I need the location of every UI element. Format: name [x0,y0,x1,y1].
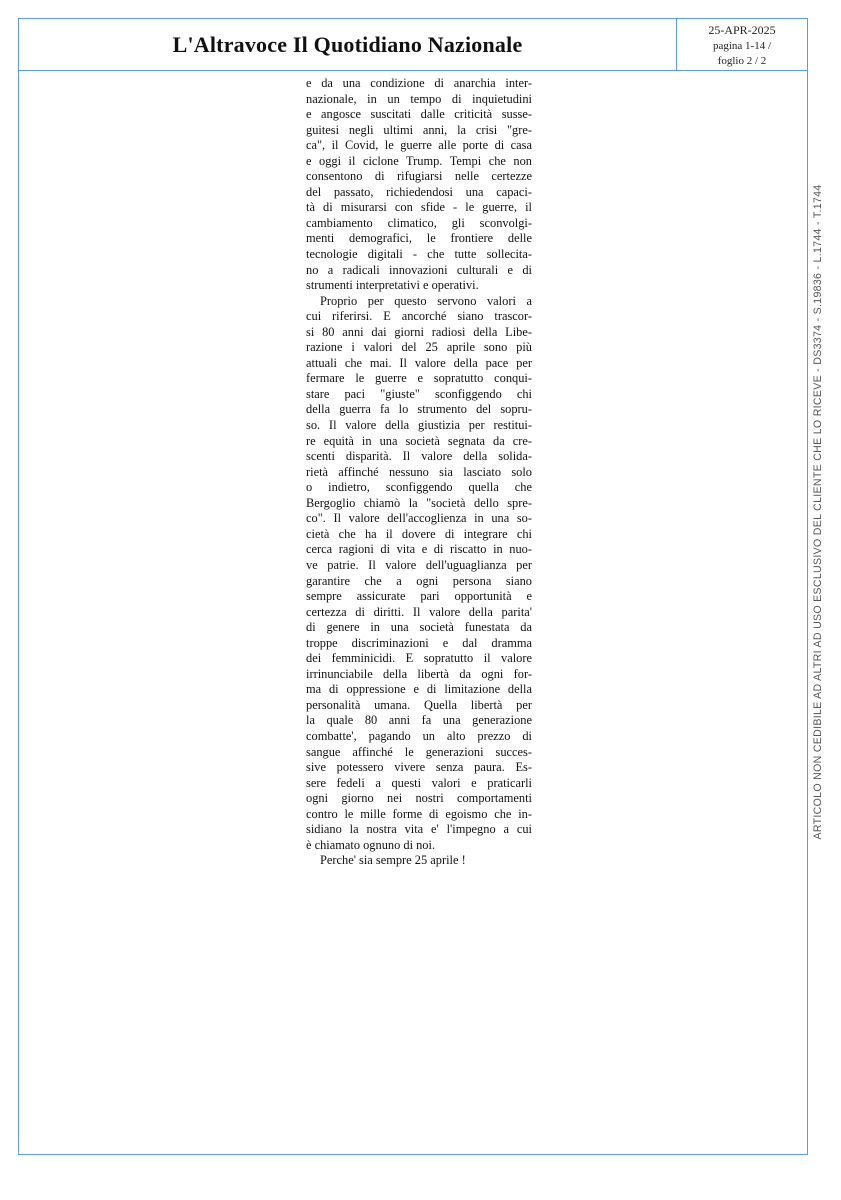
article-line: guitesi negli ultimi anni, la crisi "gre- [306,122,532,137]
article-line: ogni giorno nei nostri comportamenti [306,791,532,806]
publication-header [18,18,676,71]
article-line: e oggi il ciclone Trump. Tempi che non [306,153,532,168]
sheet-number: foglio 2 / 2 [717,55,767,67]
article-line: si 80 anni dai giorni radiosi della Libe- [306,324,532,339]
copyright-notice-text: ARTICOLO NON CEDIBILE AD ALTRI AD USO ESCLUSIVO DEL CLIENTE CHE LO RICEVE - DS3374 - S.19836 - L.1744 - T.1744 [812,184,824,840]
article-line: tà di misurarsi con sfide - le guerre, il [306,200,532,215]
article-line: ca", il Covid, le guerre alle porte di casa [306,138,532,153]
article-line: rietà affinché nessuno sia lasciato solo [306,464,532,479]
article-line: certezza di diritti. Il valore della parita' [306,604,532,619]
article-line: sempre assicurate pari opportunità e [306,589,532,604]
article-line: consentono di rifugiarsi nelle certezze [306,169,532,184]
article-line: stare paci "giuste" sconfiggendo chi [306,386,532,401]
article-line: cui riferirsi. E ancorché siano trascor- [306,309,532,324]
article-line: so. Il valore della giustizia per restitui- [306,418,532,433]
article-line: cerca ragioni di vita e di riscatto in nuo- [306,542,532,557]
article-line: sive potessero vivere senza paura. Es- [306,760,532,775]
article-line: co". Il valore dell'accoglienza in una so- [306,511,532,526]
article-line: ma di oppressione e di limitazione della [306,682,532,697]
article-line: tecnologie digitali - che tutte sollecita- [306,247,532,262]
article-line: e da una condizione di anarchia inter- [306,76,532,90]
article-line: menti demografici, le frontiere delle [306,231,532,246]
article-line: cietà che ha il dovere di integrare chi [306,526,532,541]
article-line: garantire che a ogni persona siano [306,573,532,588]
article-line: personalità umana. Quella libertà per [306,697,532,712]
article-line: troppe discriminazioni e dal dramma [306,635,532,650]
article-line: dei femminicidi. E sopratutto il valore [306,651,532,666]
publication-title: L'Altravoce Il Quotidiano Nazionale [172,31,523,57]
article-line: combatte', pagando un alto prezzo di [306,728,532,743]
article-line: Perche' sia sempre 25 aprile ! [320,853,466,868]
article-line: è chiamato ognuno di noi. [306,837,436,852]
article-line: fermare le guerre e sopratutto conqui- [306,371,532,386]
article-line: strumenti interpretativi e operativi. [306,278,479,293]
article-line: scenti disparità. Il valore della solida- [306,449,532,464]
article-line: del passato, richiedendosi una capaci- [306,184,532,199]
article-line: di genere in una società funestata da [306,620,532,635]
article-line: Bergoglio chiamò la "società dello spre- [306,495,532,510]
article-line: Proprio per questo servono valori a [320,293,532,308]
article-line: della guerra fa lo strumento del sopru- [306,402,532,417]
article-line: razione i valori del 25 aprile sono più [306,340,532,355]
article-line: la quale 80 anni fa una generazione [306,713,532,728]
article-line: irrinunciabile della libertà da ogni for- [306,666,532,681]
article-column [306,76,532,869]
article-line: e angosce suscitati dalle criticità susse- [306,107,532,122]
article-line: cambiamento climatico, gli sconvolgi- [306,215,532,230]
article-line: ve patrie. Il valore dell'uguaglianza per [306,557,532,572]
article-line: sangue affinché le generazioni succes- [306,744,532,759]
article-line: nazionale, in un tempo di inquietudini [306,91,532,106]
article-line: sidiano la nostra vita e' l'impegno a cui [306,822,532,837]
issue-meta-box [676,18,808,71]
article-line: o indietro, sconfiggendo quella che [306,480,532,495]
article-line: contro le mille forme di egoismo che in- [306,806,532,821]
article-line: re equità in una società segnata da cre- [306,433,532,448]
page-range: pagina 1-14 / [712,40,772,52]
article-line: no a radicali innovazioni culturali e di [306,262,532,277]
article-line: sere fedeli a questi valori e praticarli [306,775,532,790]
article-line: attuali che mai. Il valore della pace per [306,355,532,370]
issue-date: 25-APR-2025 [708,23,776,37]
